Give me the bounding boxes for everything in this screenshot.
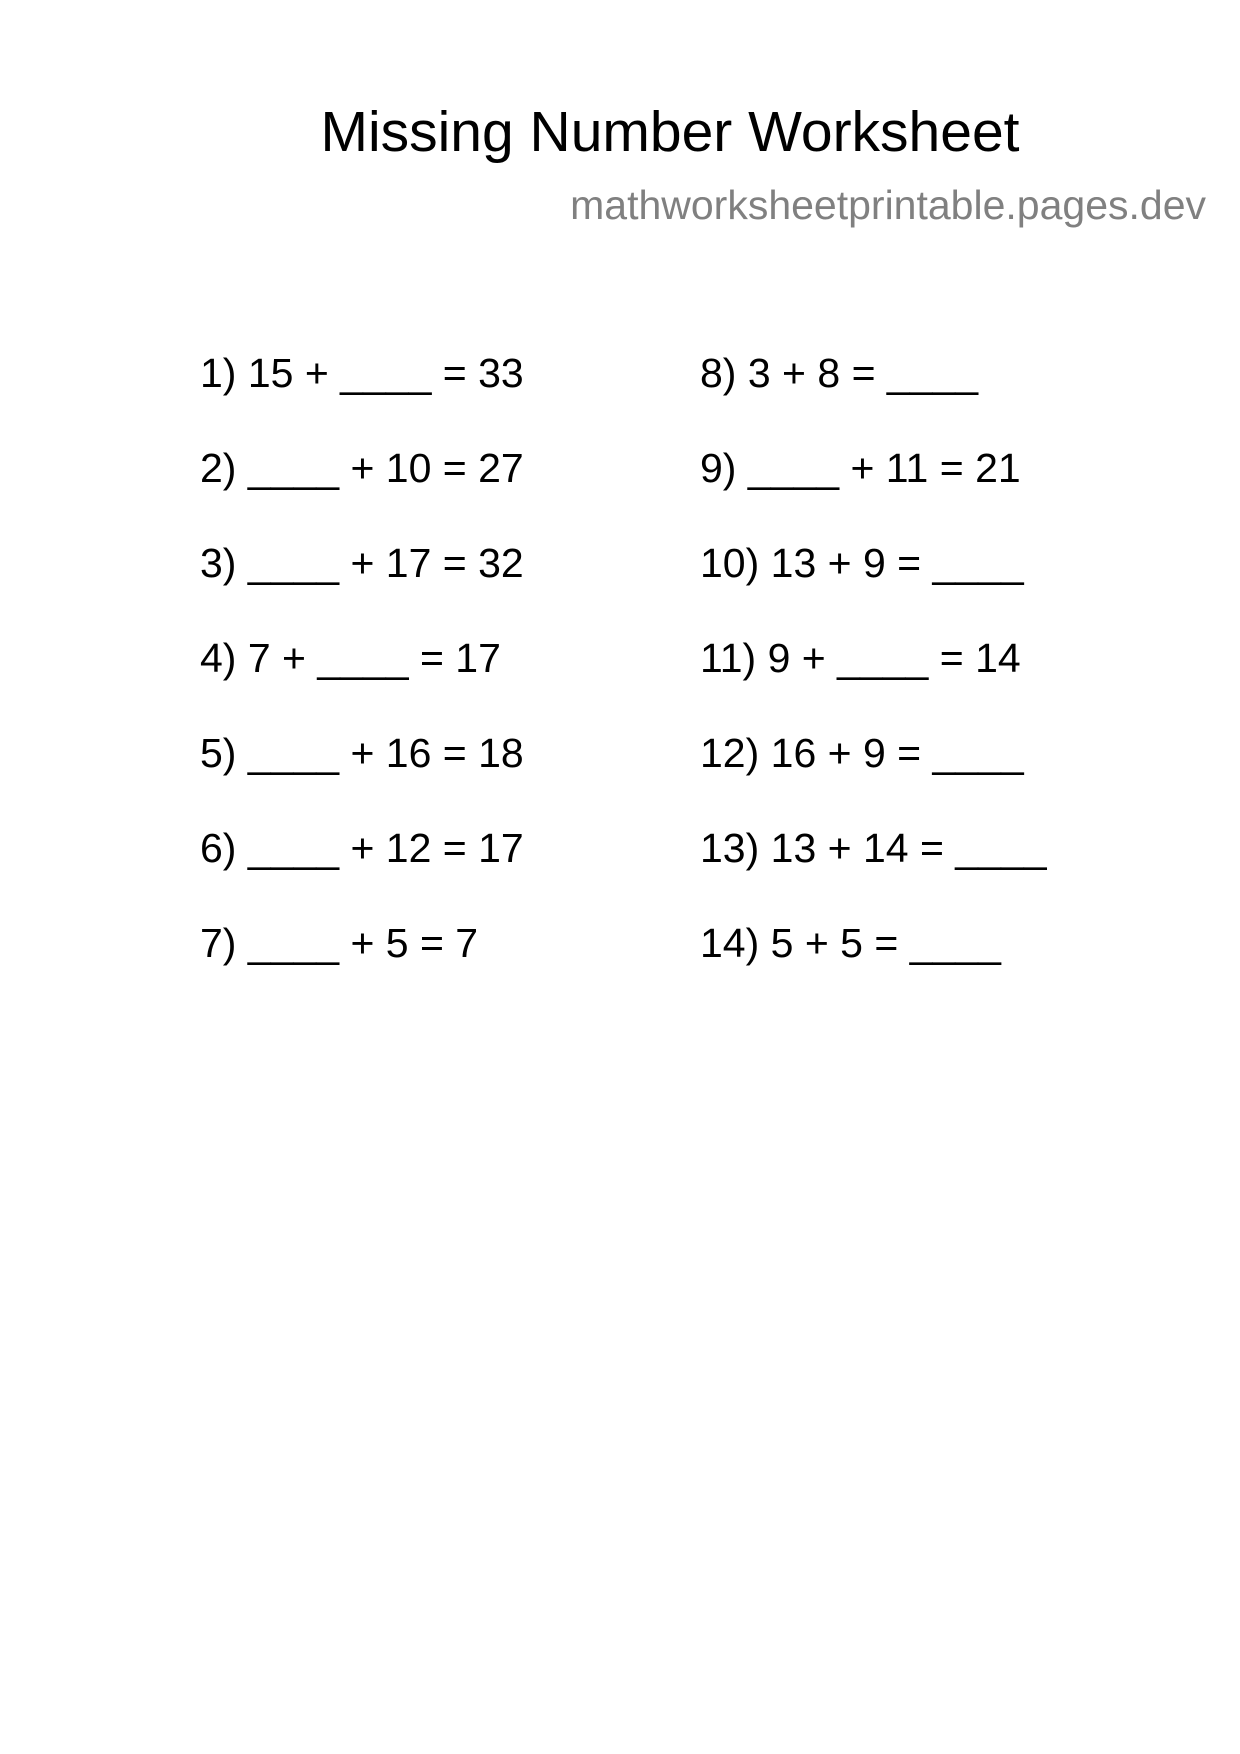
problem-9: 9) ____ + 11 = 21 xyxy=(700,445,1021,491)
problem-11: 11) 9 + ____ = 14 xyxy=(700,635,1021,681)
page-title: Missing Number Worksheet xyxy=(320,100,1020,164)
problem-2: 2) ____ + 10 = 27 xyxy=(200,445,524,491)
site-url: mathworksheetprintable.pages.dev xyxy=(570,182,1206,228)
problem-10: 10) 13 + 9 = ____ xyxy=(700,540,1024,586)
problem-14: 14) 5 + 5 = ____ xyxy=(700,920,1001,966)
problem-5: 5) ____ + 16 = 18 xyxy=(200,730,524,776)
problem-6: 6) ____ + 12 = 17 xyxy=(200,825,524,871)
problems-left-column xyxy=(200,348,680,1013)
problem-4: 4) 7 + ____ = 17 xyxy=(200,635,501,681)
problem-12: 12) 16 + 9 = ____ xyxy=(700,730,1024,776)
problem-7: 7) ____ + 5 = 7 xyxy=(200,920,479,966)
problem-13: 13) 13 + 14 = ____ xyxy=(700,825,1047,871)
problem-8: 8) 3 + 8 = ____ xyxy=(700,350,979,396)
problems-right-column xyxy=(700,348,1180,1013)
problem-1: 1) 15 + ____ = 33 xyxy=(200,350,524,396)
problem-3: 3) ____ + 17 = 32 xyxy=(200,540,524,586)
